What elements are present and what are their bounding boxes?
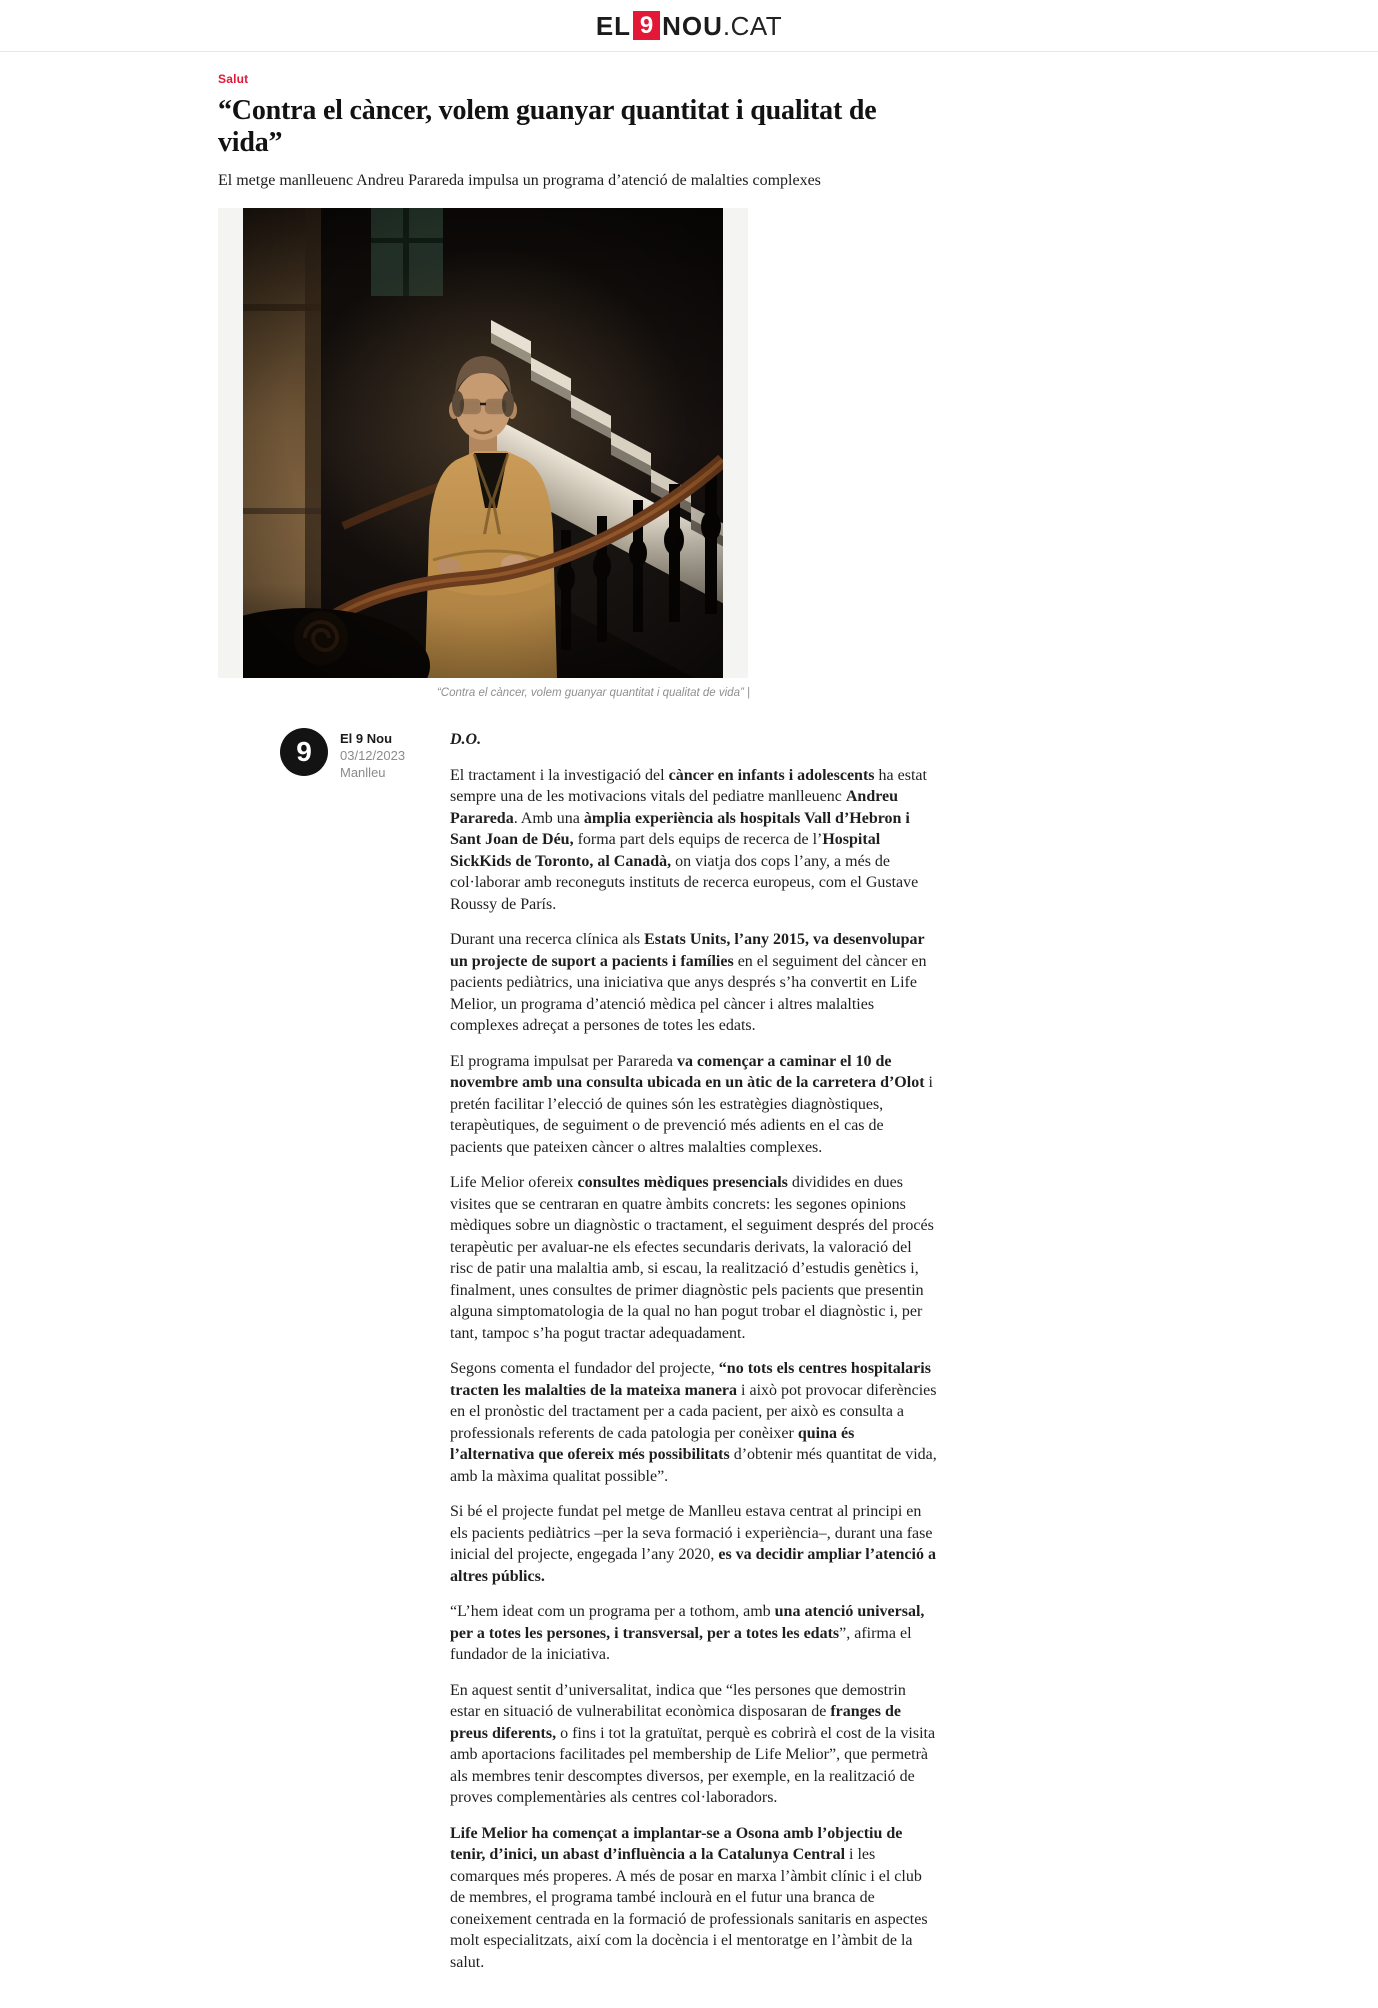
- article-paragraph: El tractament i la investigació del càncer en infants i adolescents ha estat sempre una de les motivacions vitals del pediatre manlleuenc Andreu Parareda. Amb una àmplia experiència als hospitals Vall d’Hebron i Sant Joan de Déu, forma part dels equips de recerca de l’Hospital SickKids de Toronto, al Canadà, on viatja dos cops l’any, a més de col·laborar amb reconeguts instituts de recerca europeus, com el Gustave Roussy de París.: [450, 766, 927, 913]
- article-paragraph: El programa impulsat per Parareda va començar a caminar el 10 de novembre amb una consulta ubicada en un àtic de la carretera d’Olot i pretén facilitar l’elecció de quines són les estratègies diagnòstiques, terapèutiques, de seguiment o de prevenció més adients en el cas de pacients que pateixen càncer o altres malalties complexes.: [450, 1052, 933, 1156]
- logo-nine-badge: 9: [633, 11, 660, 40]
- author-avatar[interactable]: [280, 728, 328, 776]
- staircase-photo-illustration: [243, 208, 723, 678]
- article-paragraph: Segons comenta el fundador del projecte, “no tots els centres hospitalaris tracten les malalties de la mateixa manera i això pot provocar diferències en el pronòstic del tractament per a cada pacient, per això es consulta a professionals referents de cada patologia per conèixer quina és l’alternativa que ofereix més possibilitats d’obtenir més quantitat de vida, amb la màxima qualitat possible”.: [450, 1360, 937, 1485]
- article-paragraph: Life Melior ofereix consultes mèdiques presencials dividides en dues visites que se centraran en quatre àmbits concrets: les segones opinions mèdiques sobre un diagnòstic o tractament, el seguiment després del procés terapèutic per avaluar-ne els efectes secundaris derivats, la valoració del risc de patir una malaltia amb, si escau, la realització d’estudis genètics i, finalment, unes consultes de primer diagnòstic pels pacients que presentin alguna simptomatologia de la qual no han pogut trobar el diagnòstic i, per tant, tampoc s’ha pogut tractar adequadament.: [450, 1174, 934, 1342]
- logo-text-nou: NOU: [662, 10, 723, 41]
- article-paragraph: Durant una recerca clínica als Estats Units, l’any 2015, va desenvolupar un projecte de suport a pacients i famílies en el seguiment del càncer en pacients pediàtrics, una iniciativa que anys després s’ha convertit en Life Melior, un programa d’atenció mèdica pel càncer i altres malalties complexes adreçat a persones de totes les edats.: [450, 931, 927, 1034]
- logo-text-el: EL: [595, 10, 632, 41]
- article-paragraph: “L’hem ideat com un programa per a tothom, amb una atenció universal, per a totes les persones, i transversal, per a totes les edats”, afirma el fundador de la iniciativa.: [450, 1603, 925, 1663]
- author-initials: D.O.: [450, 731, 482, 748]
- article-paragraph: Life Melior ha començat a implantar-se a Osona amb l’objectiu de tenir, d’inici, un abast d’influència a la Catalunya Central i les comarques més properes. A més de posar en marxa l’àmbit clínic i el club de membres, el programa també inclourà en el futur una branca de coneixement centrada en la formació de professionals sanitaris en aspectes molt especialitzats, així com la docència i el mentoratge en l’àmbit de la salut.: [450, 1824, 928, 1971]
- author-name[interactable]: El 9 Nou: [340, 731, 393, 746]
- publish-date: 03/12/2023: [340, 748, 406, 763]
- article-photo: [218, 208, 748, 678]
- article-paragraph: Si bé el projecte fundat pel metge de Manlleu estava centrat al principi en els pacients pediàtrics –per la seva formació i experiència–, durant una fase inicial del projecte, engegada l’any 2020, es va decidir ampliar l’atenció a altres públics.: [450, 1503, 936, 1585]
- article-title: “Contra el càncer, volem guanyar quantitat i qualitat de vida”: [218, 95, 877, 158]
- article: [0, 52, 1378, 1987]
- avatar-nine-glyph: 9: [296, 736, 312, 767]
- article-body-paragraphs: [450, 765, 938, 1974]
- category-label[interactable]: Salut: [218, 72, 249, 86]
- site-logo[interactable]: [596, 11, 782, 40]
- article-body: [450, 728, 938, 1987]
- publish-location: Manlleu: [340, 765, 386, 780]
- logo-text-cat: .CAT: [722, 10, 783, 41]
- article-grid: [218, 728, 1378, 1987]
- byline: [218, 728, 450, 1987]
- byline-meta: [340, 728, 405, 781]
- site-header: [0, 0, 1378, 52]
- article-subtitle: El metge manlleuenc Andreu Parareda impulsa un programa d’atenció de malalties complexes: [218, 172, 821, 189]
- article-paragraph: En aquest sentit d’universalitat, indica que “les persones que demostrin estar en situació de vulnerabilitat econòmica disposaran de franges de preus diferents, o fins i tot la gratuïtat, perquè es cobrirà el cost de la visita amb aportacions facilitades pel membership de Life Melior”, que permetrà als membres tenir descomptes diversos, per exemple, en la realització de proves complementàries als centres col·laboradors.: [450, 1681, 936, 1806]
- photo-caption: “Contra el càncer, volem guanyar quantitat i qualitat de vida” |: [436, 687, 750, 699]
- article-figure: [218, 208, 748, 706]
